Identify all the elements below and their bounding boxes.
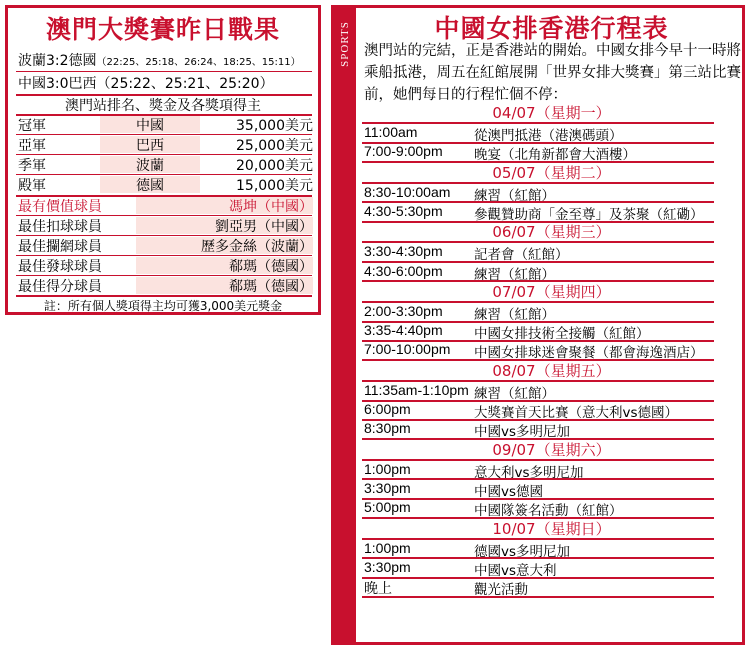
event-description: 德國vs多明尼加 [474, 543, 571, 560]
match-set-scores: （22:25、25:18、26:24、18:25、15:11） [96, 57, 301, 68]
schedule-event [364, 420, 744, 439]
award-name: 最佳攔網球員 [18, 239, 102, 255]
placing-row [18, 175, 313, 194]
event-time: 3:30pm [364, 558, 411, 575]
award-winner: 歷多金絲（波蘭） [201, 239, 313, 255]
prize-money: 20,000美元 [236, 158, 313, 174]
event-description: 中國vs德國 [474, 483, 544, 500]
event-description: 中國女排技術全接觸（紅館） [474, 326, 650, 343]
results-title: 澳門大獎賽昨日戰果 [45, 15, 280, 44]
schedule-event [364, 124, 744, 143]
country: 中國 [136, 118, 164, 134]
prize-money: 35,000美元 [236, 118, 313, 134]
event-time: 2:00-3:30pm [364, 302, 443, 319]
event-description: 意大利vs多明尼加 [474, 464, 584, 481]
event-time: 7:00-10:00pm [364, 341, 451, 358]
country: 德國 [136, 178, 164, 194]
award-row-mvp [18, 196, 313, 215]
match-set-scores: （25:22、25:21、25:20） [96, 76, 274, 92]
schedule-event [364, 263, 744, 282]
match-score: 波蘭3:2德國 [18, 53, 97, 69]
award-row [18, 216, 313, 235]
event-time: 4:30-6:00pm [364, 262, 443, 279]
event-time: 3:30pm [364, 479, 411, 496]
event-time: 11:00am [364, 124, 418, 140]
section-sidebar [334, 8, 356, 642]
event-time: 1:00pm [364, 539, 411, 556]
prize-money: 25,000美元 [236, 138, 313, 154]
event-time: 3:30-4:30pm [364, 243, 443, 260]
event-time: 8:30-10:00am [364, 183, 451, 200]
schedule-event [364, 243, 744, 262]
award-name: 最佳扣球球員 [18, 219, 102, 235]
schedule-event [364, 461, 744, 480]
match-result-1 [18, 50, 313, 70]
schedule-event [364, 143, 744, 162]
schedule-day-heading: 04/07（星期一） [492, 104, 611, 122]
event-description: 中國女排球迷會聚餐（都會海逸酒店） [474, 345, 704, 362]
event-time: 晚上 [364, 580, 392, 597]
schedule-panel [331, 5, 745, 645]
country: 巴西 [136, 138, 164, 154]
placing: 季軍 [18, 158, 46, 174]
schedule-event [364, 401, 744, 420]
placing: 殿軍 [18, 178, 46, 194]
match-result-2 [18, 73, 313, 93]
schedule-event [364, 303, 744, 322]
event-time: 8:30pm [364, 420, 411, 437]
schedule-day-heading: 08/07（星期五） [492, 361, 611, 380]
schedule-day-heading: 05/07（星期二） [492, 163, 611, 182]
event-description: 從澳門抵港（港澳碼頭） [474, 128, 623, 144]
schedule-event [364, 341, 744, 360]
schedule-day-heading: 09/07（星期六） [492, 440, 611, 459]
event-time: 4:30-5:30pm [364, 202, 443, 219]
prize-money: 15,000美元 [236, 178, 313, 194]
section-label: SPORTS [339, 21, 351, 67]
placing-row [18, 155, 313, 174]
award-winner: 馮坤（中國） [229, 199, 313, 215]
intro-paragraph: 澳門站的完結，正是香港站的開始。中國女排今早十一時將乘船抵港，周五在紅館展開「世界女排大獎賽」第三站比賽前，她們每日的行程忙個不停： [364, 43, 741, 103]
match-score: 中國3:0巴西 [18, 76, 97, 92]
schedule-event [364, 322, 744, 341]
event-description: 練習（紅館） [474, 266, 555, 283]
event-description: 觀光活動 [474, 582, 528, 599]
schedule-event [364, 480, 744, 499]
award-winner: 郗瑪（德國） [229, 279, 313, 295]
ranking-header: 澳門站排名、獎金及各獎項得主 [65, 98, 261, 114]
event-time: 5:00pm [364, 499, 411, 516]
schedule-day-heading: 06/07（星期三） [492, 223, 611, 242]
award-row [18, 276, 313, 295]
schedule-event [364, 559, 744, 578]
schedule-title: 中國女排香港行程表 [434, 14, 669, 43]
event-time: 6:00pm [364, 401, 411, 417]
event-time: 11:35am-1:10pm [364, 381, 469, 398]
country: 波蘭 [136, 158, 164, 174]
award-name: 最佳發球球員 [18, 259, 102, 275]
award-winner: 劉亞男（中國） [215, 219, 313, 235]
placing: 冠軍 [18, 118, 46, 134]
award-row [18, 256, 313, 275]
event-description: 中國vs意大利 [474, 562, 557, 579]
schedule-day-heading: 10/07（星期日） [492, 519, 611, 538]
event-description: 練習（紅館） [474, 187, 555, 204]
divider [16, 71, 312, 72]
event-description: 記者會（紅館） [474, 247, 569, 264]
event-description: 大獎賽首天比賽（意大利vs德國） [474, 405, 679, 421]
event-description: 晚宴（北角新都會大酒樓） [474, 147, 636, 164]
schedule-event [364, 578, 744, 597]
schedule-event [364, 382, 744, 401]
footnote: 註：所有個人獎項得主均可獲3,000美元獎金 [43, 299, 283, 313]
divider [362, 596, 714, 598]
results-panel [5, 5, 321, 315]
schedule-event [364, 203, 744, 222]
award-name: 最有價值球員 [18, 199, 102, 215]
placing-row [18, 135, 313, 154]
schedule-event [364, 184, 744, 203]
event-description: 參觀贊助商「金至尊」及茶聚（紅磡） [474, 206, 704, 223]
event-time: 1:00pm [364, 460, 411, 477]
schedule-day-heading: 07/07（星期四） [492, 282, 611, 301]
event-description: 中國vs多明尼加 [474, 424, 571, 441]
event-time: 3:35-4:40pm [364, 322, 443, 339]
schedule-event [364, 499, 744, 518]
placing: 亞軍 [18, 138, 46, 154]
event-description: 練習（紅館） [474, 306, 555, 323]
event-description: 練習（紅館） [474, 385, 555, 402]
award-name: 最佳得分球員 [18, 279, 102, 295]
event-time: 7:00-9:00pm [364, 143, 443, 160]
placing-row [18, 115, 313, 134]
award-row [18, 236, 313, 255]
award-winner: 郗瑪（德國） [229, 259, 313, 275]
event-description: 中國隊簽名活動（紅館） [474, 503, 623, 520]
schedule-event [364, 540, 744, 559]
